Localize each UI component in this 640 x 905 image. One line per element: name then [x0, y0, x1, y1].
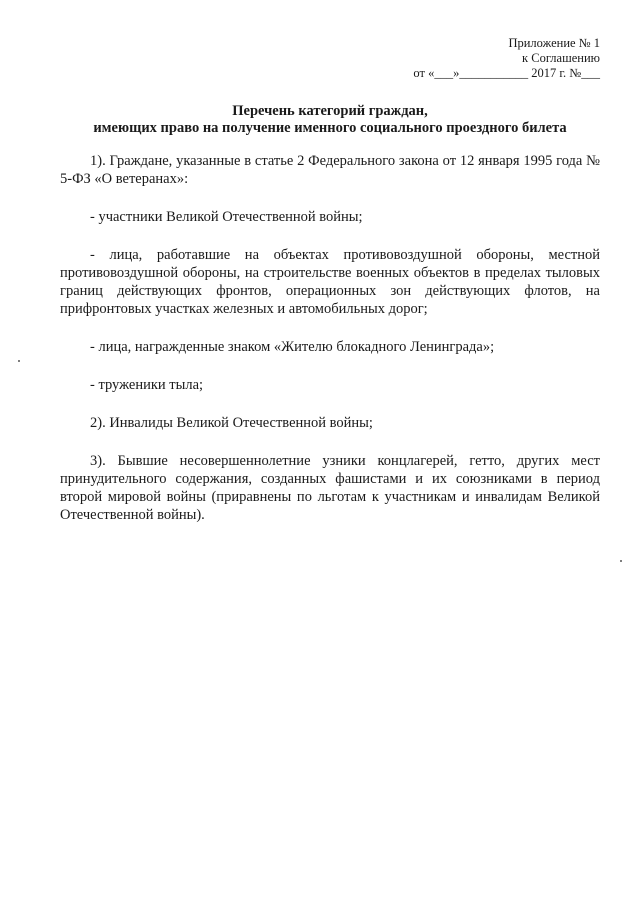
scan-speck	[18, 360, 20, 362]
list-item-participants: - участники Великой Отечественной войны;	[90, 209, 363, 225]
agreement-reference: к Соглашению	[522, 51, 600, 65]
list-item-leningrad-badge: - лица, награжденные знаком «Жителю блокадного Ленинграда»;	[90, 339, 495, 355]
title-line-1: Перечень категорий граждан,	[232, 103, 428, 119]
paragraph-1: 1). Граждане, указанные в статье 2 Федерального закона от 12 января 1995 года № 5-ФЗ «О ветеранах»:	[60, 153, 600, 187]
paragraph-3: 3). Бывшие несовершеннолетние узники концлагерей, гетто, других мест принудительного содержания, созданных фашистами и их союзниками в период второй мировой войны (приравнены по льготам к участникам и инвалидам Великой Отечественной войны).	[60, 453, 600, 523]
paragraph-2: 2). Инвалиды Великой Отечественной войны;	[90, 415, 373, 431]
scan-speck	[620, 560, 622, 562]
document-title	[60, 103, 600, 137]
list-item-home-front-workers: - труженики тыла;	[90, 377, 204, 393]
document-body	[60, 152, 600, 524]
agreement-date-line: от «___»___________ 2017 г. №___	[413, 66, 600, 80]
list-item-air-defense-workers: - лица, работавшие на объектах противовоздушной обороны, местной противовоздушной обороны, на строительстве военных объектов в пределах тыловых границ действующих фронтов, операционных зон действующих флотов, на прифронтовых участках железных и автомобильных дорог;	[60, 247, 600, 317]
title-line-2: имеющих право на получение именного социального проездного билета	[93, 120, 567, 136]
appendix-header	[413, 36, 600, 81]
appendix-number: Приложение № 1	[508, 36, 600, 50]
